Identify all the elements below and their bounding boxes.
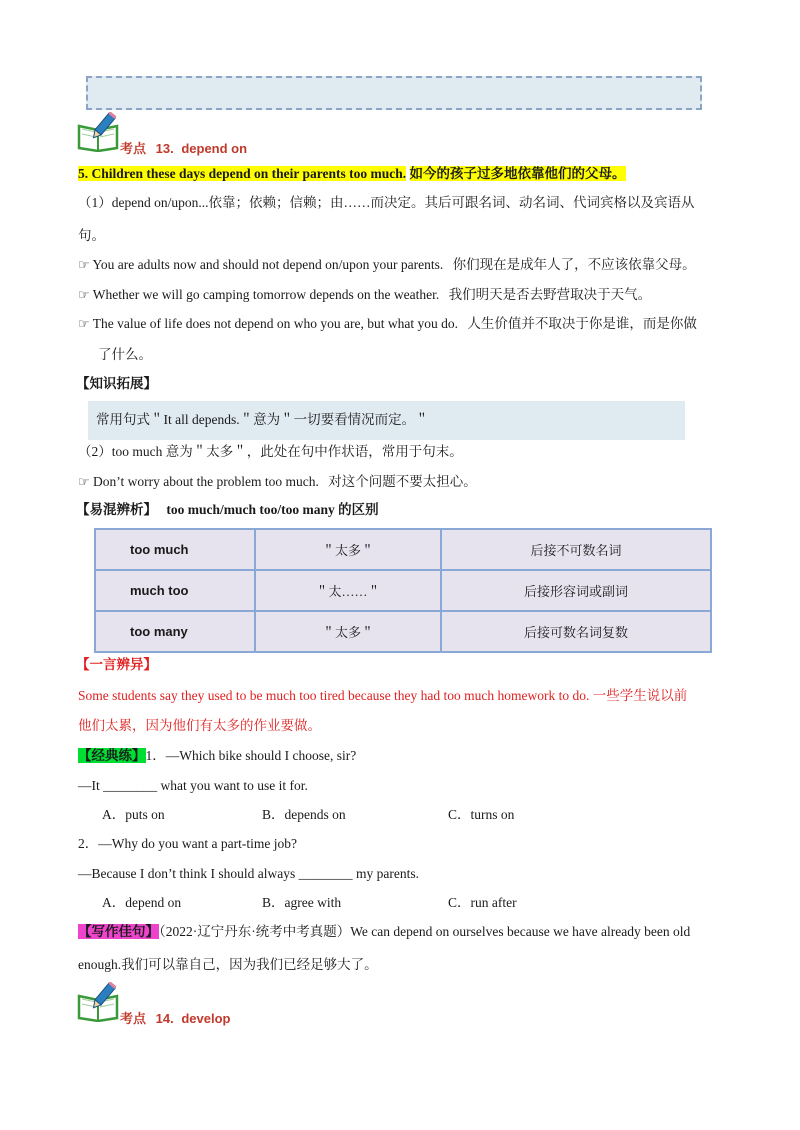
table-row [95,570,711,611]
practice-q1 [78,746,356,766]
q1-option-b[interactable]: B．depends on [262,807,346,822]
yiyan-line1: Some students say they used to be much too tired because they had too much homework to do. 一些学生说以前 [78,688,688,703]
kaodian-14-title [120,1008,230,1027]
practice-q2: 2．—Why do you want a part-time job? [78,836,297,851]
confusion-title: too much/much too/too many 的区别 [166,502,379,517]
kaodian-number: 13. [155,141,174,156]
term-cell: too many [95,611,255,652]
example-chinese: 你们现在是成年人了，不应该依靠父母。 [452,257,696,272]
book-pencil-icon [76,112,122,152]
example-english: The value of life does not depend on who you are, but what you do. [92,316,458,331]
example-too-much [78,472,477,493]
knowledge-heading: 【知识拓展】 [76,376,157,391]
pointing-finger-icon: ☞ [78,258,90,273]
q1-option-a[interactable]: A．puts on [102,807,165,822]
sentence-5-chinese: 如今的孩子过多地依靠他们的父母。 [409,166,626,181]
kaodian-word: depend on [181,141,248,156]
pointing-finger-icon: ☞ [78,317,90,332]
kaodian-13-title [120,138,247,157]
usage-cell: 后接不可数名词 [441,529,711,570]
practice-heading: 【经典练】 [78,748,146,763]
q2-option-b[interactable]: B．agree with [262,895,342,910]
comparison-table [94,528,712,653]
kaodian-label: 考点 [120,141,147,156]
q2-option-c[interactable]: C．run after [448,895,517,910]
kaodian-number: 14. [155,1011,174,1026]
sentence-5 [78,164,626,184]
term-cell: much too [95,570,255,611]
practice-q2-line2: —Because I don’t think I should always ________ my parents. [78,866,419,881]
confusion-label: 【易混辨析】 [76,502,157,517]
kaodian-word: develop [181,1011,231,1026]
top-dashed-box [86,76,702,110]
writing-heading: 【写作佳句】 [78,924,159,939]
example-english: You are adults now and should not depend on/upon your parents. [92,257,444,272]
term-cell: too much [95,529,255,570]
sentence-5-english: 5. Children these days depend on their parents too much. [78,166,407,181]
example-chinese: 我们明天是否去野营取决于天气。 [448,287,652,302]
kaodian-label: 考点 [120,1011,147,1026]
writing-text: （2022·辽宁丹东·统考中考真题）We can depend on ourselves because we have already been old [159,924,691,939]
example-english: Whether we will go camping tomorrow depends on the weather. [92,287,440,302]
confusion-heading [76,500,379,520]
question-text: 1．—Which bike should I choose, sir? [145,748,357,763]
yiyan-line2: 他们太累，因为他们有太多的作业要做。 [78,718,321,733]
example-3-continued: 了什么。 [98,347,152,362]
example-3 [78,314,697,335]
example-english: Don’t worry about the problem too much. [93,474,319,489]
definition-2: （2）too much 意为＂太多＂，此处在句中作状语，常用于句末。 [78,444,463,459]
usage-cell: 后接形容词或副词 [441,570,711,611]
table-row [95,611,711,652]
q1-option-c[interactable]: C．turns on [448,807,515,822]
book-pencil-icon [76,982,122,1022]
usage-cell: 后接可数名词复数 [441,611,711,652]
example-chinese: 人生价值并不取决于你是谁，而是你做 [467,316,697,331]
practice-q1-line2: —It ________ what you want to use it for. [78,778,308,793]
definition-1-line1: （1）depend on/upon...依靠；依赖；信赖；由……而决定。其后可跟名词、动名词、代词宾格以及宾语从 [78,195,695,210]
table-row [95,529,711,570]
pointing-finger-icon: ☞ [78,475,90,490]
definition-1-line2: 句。 [78,228,105,243]
writing-line2: enough.我们可以靠自己，因为我们已经足够大了。 [78,957,378,972]
meaning-cell: ＂太……＂ [255,570,441,611]
example-2 [78,285,651,306]
meaning-cell: ＂太多＂ [255,529,441,570]
writing-line1 [78,922,690,942]
knowledge-box-text: 常用句式＂It all depends.＂意为＂一切要看情况而定。＂ [96,412,429,427]
q2-option-a[interactable]: A．depend on [102,895,182,910]
example-chinese: 对这个问题不要太担心。 [328,474,477,489]
pointing-finger-icon: ☞ [78,288,90,303]
example-1 [78,255,696,276]
yiyan-heading: 【一言辨异】 [76,657,157,672]
meaning-cell: ＂太多＂ [255,611,441,652]
